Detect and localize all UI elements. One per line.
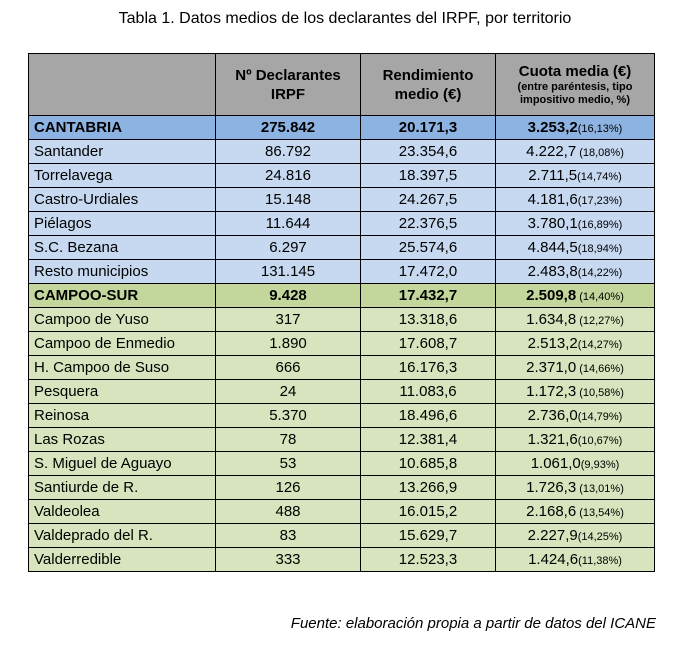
tipo-impositivo: (11,38%) <box>578 555 622 567</box>
cuota-value: 2.736,0 <box>527 407 578 424</box>
cell-rendimiento: 23.354,6 <box>361 140 496 164</box>
table-row <box>29 284 655 308</box>
cell-rendimiento: 24.267,5 <box>361 188 496 212</box>
cell-territorio: Valderredible <box>29 548 216 572</box>
cell-territorio: CANTABRIA <box>29 116 216 140</box>
table-row <box>29 356 655 380</box>
cell-territorio: H. Campoo de Suso <box>29 356 216 380</box>
cuota-value: 2.509,8 <box>526 287 577 304</box>
cell-cuota <box>496 212 655 236</box>
tipo-impositivo: (16,13%) <box>577 123 623 135</box>
cell-cuota <box>496 428 655 452</box>
cell-rendimiento: 12.381,4 <box>361 428 496 452</box>
cell-cuota <box>496 188 655 212</box>
cell-rendimiento: 10.685,8 <box>361 452 496 476</box>
cell-declarantes: 11.644 <box>216 212 361 236</box>
table-row <box>29 428 655 452</box>
cell-territorio: Valdeprado del R. <box>29 524 216 548</box>
header-cuota-sublabel: (entre paréntesis, tipo impositivo medio, %) <box>517 81 633 106</box>
header-declarantes: Nº Declarantes IRPF <box>216 54 361 116</box>
cell-rendimiento: 17.432,7 <box>361 284 496 308</box>
cell-territorio: Campoo de Enmedio <box>29 332 216 356</box>
cell-declarantes: 53 <box>216 452 361 476</box>
cell-cuota <box>496 116 655 140</box>
table-row <box>29 140 655 164</box>
tipo-impositivo: (9,93%) <box>580 459 620 471</box>
cuota-value: 1.172,3 <box>526 383 577 400</box>
header-rendimiento: Rendimiento medio (€) <box>361 54 496 116</box>
header-cuota-label: Cuota media (€) <box>518 63 632 80</box>
table-row <box>29 308 655 332</box>
cell-declarantes: 86.792 <box>216 140 361 164</box>
tipo-impositivo: (14,40%) <box>576 291 624 303</box>
cell-cuota <box>496 548 655 572</box>
cell-cuota <box>496 332 655 356</box>
cell-declarantes: 131.145 <box>216 260 361 284</box>
cuota-value: 4.844,5 <box>527 239 578 256</box>
cell-rendimiento: 11.083,6 <box>361 380 496 404</box>
tipo-impositivo: (14,66%) <box>576 363 624 375</box>
table-row <box>29 404 655 428</box>
cuota-value: 2.371,0 <box>526 359 577 376</box>
cuota-value: 4.181,6 <box>527 191 578 208</box>
cell-territorio: CAMPOO-SUR <box>29 284 216 308</box>
cell-territorio: Castro-Urdiales <box>29 188 216 212</box>
cell-declarantes: 5.370 <box>216 404 361 428</box>
irpf-table <box>28 53 655 572</box>
cell-rendimiento: 13.318,6 <box>361 308 496 332</box>
cell-cuota <box>496 164 655 188</box>
table-row <box>29 260 655 284</box>
cell-territorio: Valdeolea <box>29 500 216 524</box>
cell-territorio: Santander <box>29 140 216 164</box>
cell-rendimiento: 20.171,3 <box>361 116 496 140</box>
cell-cuota <box>496 452 655 476</box>
table-title: Tabla 1. Datos medios de los declarantes del IRPF, por territorio <box>118 10 572 27</box>
cuota-value: 3.780,1 <box>527 215 578 232</box>
cell-declarantes: 24.816 <box>216 164 361 188</box>
cell-rendimiento: 17.608,7 <box>361 332 496 356</box>
cell-territorio: S.C. Bezana <box>29 236 216 260</box>
tipo-impositivo: (16,89%) <box>577 219 623 231</box>
cell-territorio: Pesquera <box>29 380 216 404</box>
table-row <box>29 452 655 476</box>
header-row <box>29 54 655 116</box>
cell-territorio: Torrelavega <box>29 164 216 188</box>
cell-declarantes: 6.297 <box>216 236 361 260</box>
table-row <box>29 164 655 188</box>
cell-rendimiento: 16.015,2 <box>361 500 496 524</box>
cell-declarantes: 488 <box>216 500 361 524</box>
table-row <box>29 116 655 140</box>
cuota-value: 2.711,5 <box>528 167 578 184</box>
cell-territorio: Campoo de Yuso <box>29 308 216 332</box>
cell-rendimiento: 17.472,0 <box>361 260 496 284</box>
cell-rendimiento: 25.574,6 <box>361 236 496 260</box>
cuota-value: 3.253,2 <box>527 119 578 136</box>
cuota-value: 1.726,3 <box>526 479 577 496</box>
table-row <box>29 236 655 260</box>
cell-rendimiento: 15.629,7 <box>361 524 496 548</box>
cell-declarantes: 317 <box>216 308 361 332</box>
cell-declarantes: 126 <box>216 476 361 500</box>
cell-cuota <box>496 404 655 428</box>
tipo-impositivo: (10,67%) <box>577 435 623 447</box>
tipo-impositivo: (14,25%) <box>577 531 623 543</box>
cell-cuota <box>496 236 655 260</box>
table-row <box>29 476 655 500</box>
cell-cuota <box>496 380 655 404</box>
table-row <box>29 524 655 548</box>
table-row <box>29 212 655 236</box>
tipo-impositivo: (13,01%) <box>576 483 624 495</box>
cell-declarantes: 275.842 <box>216 116 361 140</box>
tipo-impositivo: (14,79%) <box>577 411 623 423</box>
cuota-value: 1.424,6 <box>528 551 579 568</box>
cell-cuota <box>496 524 655 548</box>
tipo-impositivo: (14,22%) <box>577 267 623 279</box>
source-note: Fuente: elaboración propia a partir de datos del ICANE <box>290 615 656 632</box>
cell-rendimiento: 18.496,6 <box>361 404 496 428</box>
cell-declarantes: 9.428 <box>216 284 361 308</box>
cell-declarantes: 1.890 <box>216 332 361 356</box>
cell-territorio: Las Rozas <box>29 428 216 452</box>
cell-territorio: Piélagos <box>29 212 216 236</box>
tipo-impositivo: (18,94%) <box>577 243 623 255</box>
cell-cuota <box>496 500 655 524</box>
tipo-impositivo: (12,27%) <box>576 315 624 327</box>
tipo-impositivo: (14,74%) <box>577 171 622 183</box>
table-row <box>29 548 655 572</box>
table-row <box>29 500 655 524</box>
header-cuota <box>496 54 655 116</box>
cuota-value: 2.483,8 <box>527 263 578 280</box>
tipo-impositivo: (18,08%) <box>576 147 624 159</box>
tipo-impositivo: (17,23%) <box>577 195 623 207</box>
header-territorio <box>29 54 216 116</box>
cell-territorio: Santiurde de R. <box>29 476 216 500</box>
cuota-value: 2.168,6 <box>526 503 577 520</box>
cell-declarantes: 78 <box>216 428 361 452</box>
cell-cuota <box>496 476 655 500</box>
cell-cuota <box>496 356 655 380</box>
cell-territorio: Resto municipios <box>29 260 216 284</box>
cell-declarantes: 333 <box>216 548 361 572</box>
cell-cuota <box>496 140 655 164</box>
cuota-value: 1.061,0 <box>530 455 581 472</box>
cell-cuota <box>496 260 655 284</box>
cell-declarantes: 666 <box>216 356 361 380</box>
cell-declarantes: 15.148 <box>216 188 361 212</box>
cell-territorio: S. Miguel de Aguayo <box>29 452 216 476</box>
cell-rendimiento: 13.266,9 <box>361 476 496 500</box>
cell-cuota <box>496 308 655 332</box>
table-row <box>29 188 655 212</box>
tipo-impositivo: (13,54%) <box>576 507 624 519</box>
tipo-impositivo: (14,27%) <box>577 339 623 351</box>
cell-cuota <box>496 284 655 308</box>
cuota-value: 2.227,9 <box>527 527 578 544</box>
cuota-value: 2.513,2 <box>527 335 578 352</box>
cell-declarantes: 24 <box>216 380 361 404</box>
cell-rendimiento: 22.376,5 <box>361 212 496 236</box>
table-body <box>29 116 655 572</box>
cell-rendimiento: 12.523,3 <box>361 548 496 572</box>
table-row <box>29 380 655 404</box>
table-row <box>29 332 655 356</box>
cuota-value: 1.634,8 <box>526 311 577 328</box>
cuota-value: 4.222,7 <box>526 143 577 160</box>
cell-rendimiento: 18.397,5 <box>361 164 496 188</box>
cell-declarantes: 83 <box>216 524 361 548</box>
tipo-impositivo: (10,58%) <box>576 387 624 399</box>
cell-territorio: Reinosa <box>29 404 216 428</box>
cuota-value: 1.321,6 <box>527 431 578 448</box>
cell-rendimiento: 16.176,3 <box>361 356 496 380</box>
